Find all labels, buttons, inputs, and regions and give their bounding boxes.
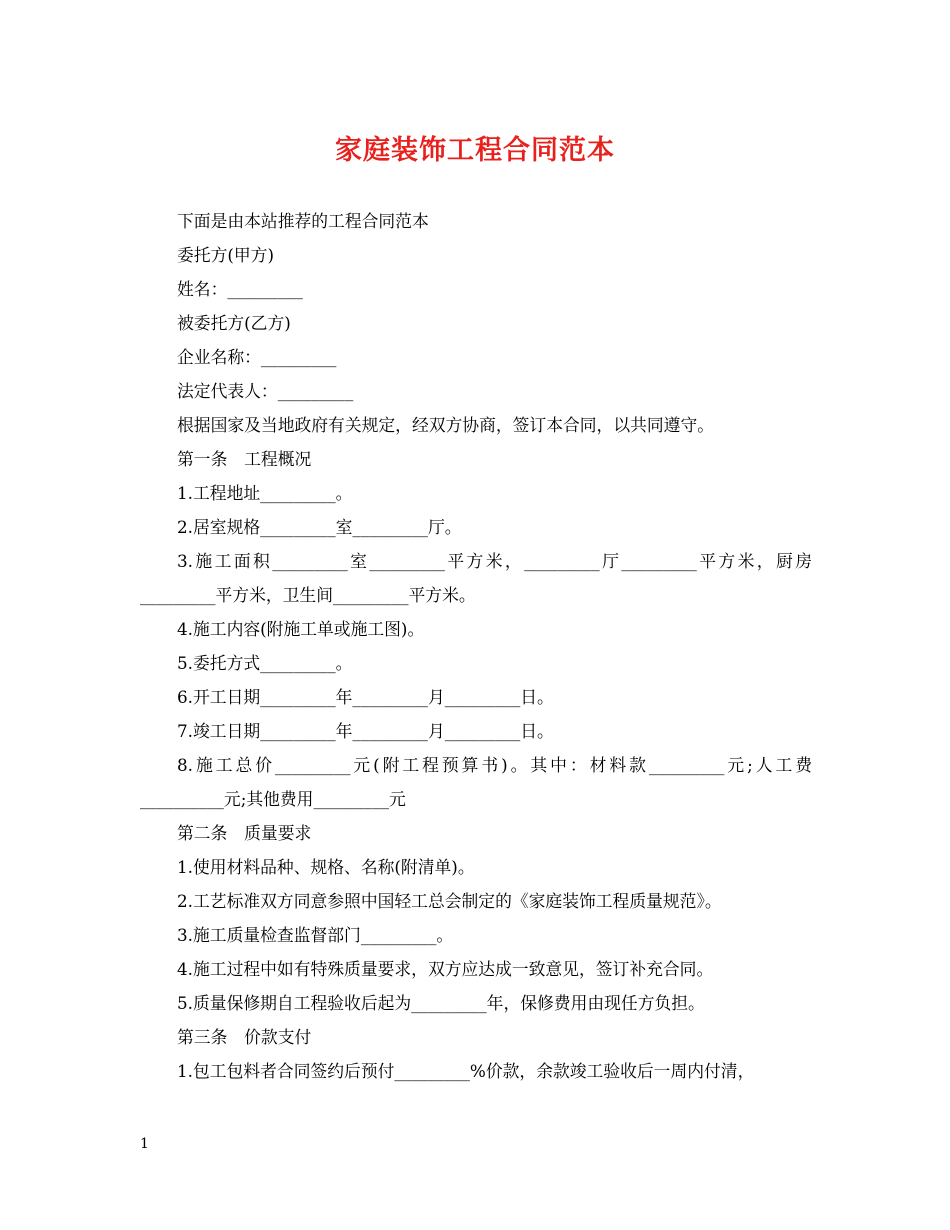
clause-process-standard: 2.工艺标准双方同意参照中国轻工总会制定的《家庭装饰工程质量规范》。 [177, 891, 722, 911]
article-3-heading: 第三条 价款支付 [177, 1027, 312, 1047]
article-2-heading: 第二条 质量要求 [177, 823, 312, 843]
agreement-statement: 根据国家及当地政府有关规定，经双方协商，签订本合同，以共同遵守。 [177, 415, 715, 435]
document-body [140, 204, 812, 1088]
company-name-field: 企业名称：_________ [177, 347, 337, 367]
clause-warranty: 5.质量保修期自工程验收后起为_________年，保修费用由现任方负担。 [177, 993, 705, 1013]
document-title: 家庭装饰工程合同范本 [335, 135, 615, 166]
article-1-heading: 第一条 工程概况 [177, 449, 312, 469]
clause-completion-date: 7.竣工日期_________年_________月_________日。 [177, 721, 554, 741]
clause-construction-area: 3.施工面积_________室_________平方米，_________厅_________平方米，厨房_________平方米，卫生间_________平方米。 [140, 551, 812, 605]
clause-project-address: 1.工程地址_________。 [177, 483, 353, 503]
party-a-heading: 委托方(甲方) [177, 245, 275, 265]
clause-payment: 1.包工包料者合同签约后预付_________%价款，余款竣工验收后一周内付清， [177, 1061, 755, 1081]
party-b-heading: 被委托方(乙方) [177, 313, 291, 333]
clause-quality-inspection: 3.施工质量检查监督部门_________。 [177, 925, 454, 945]
party-a-name-field: 姓名：_________ [177, 279, 303, 299]
clause-materials: 1.使用材料品种、规格、名称(附清单)。 [177, 857, 475, 877]
clause-total-price: 8.施工总价_________元(附工程预算书)。其中：材料款_________元;人工费__________元;其他费用_________元 [140, 755, 812, 809]
clause-construction-content: 4.施工内容(附施工单或施工图)。 [177, 619, 425, 639]
clause-start-date: 6.开工日期_________年_________月_________日。 [177, 687, 554, 707]
clause-room-spec: 2.居室规格_________室_________厅。 [177, 517, 462, 537]
intro-line: 下面是由本站推荐的工程合同范本 [177, 211, 429, 231]
legal-representative-field: 法定代表人：_________ [177, 381, 354, 401]
clause-commission-method: 5.委托方式_________。 [177, 653, 353, 673]
clause-special-quality: 4.施工过程中如有特殊质量要求，双方应达成一致意见，签订补充合同。 [177, 959, 714, 979]
page-number: 1 [140, 1136, 149, 1152]
